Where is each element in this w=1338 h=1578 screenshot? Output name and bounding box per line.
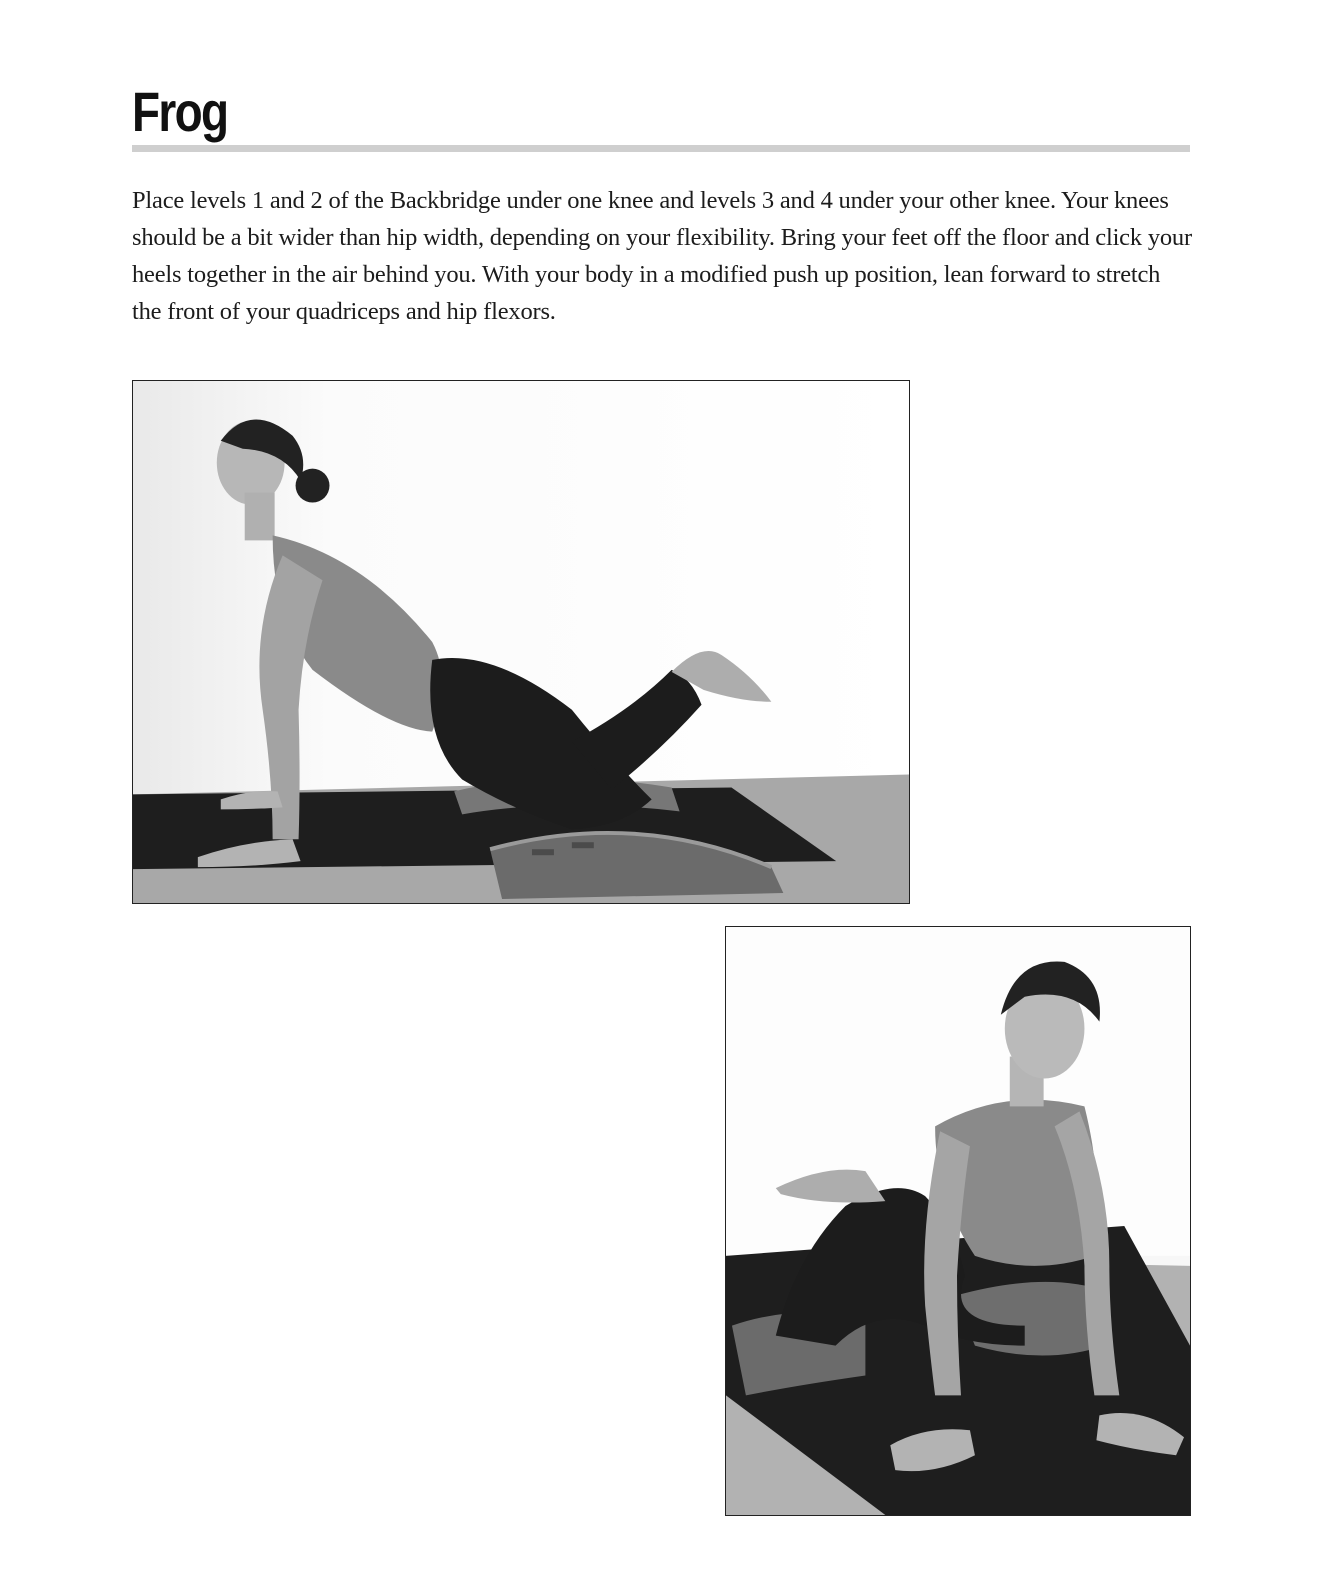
page-title: Frog [132, 80, 228, 143]
frog-front-view-photo [725, 926, 1191, 1516]
instructions-paragraph: Place levels 1 and 2 of the Backbridge under one knee and levels 3 and 4 under your other knee. Your knees should be a bit wider than hip width, depending on your flexibility. Bring your feet off the floor and click your heels together in the air behind you. With your body in a modified push up position, lean forward to stretch the front of your quadriceps and hip flexors. [132, 187, 1192, 325]
frog-side-view-photo [132, 380, 910, 904]
title-rule [132, 145, 1190, 152]
